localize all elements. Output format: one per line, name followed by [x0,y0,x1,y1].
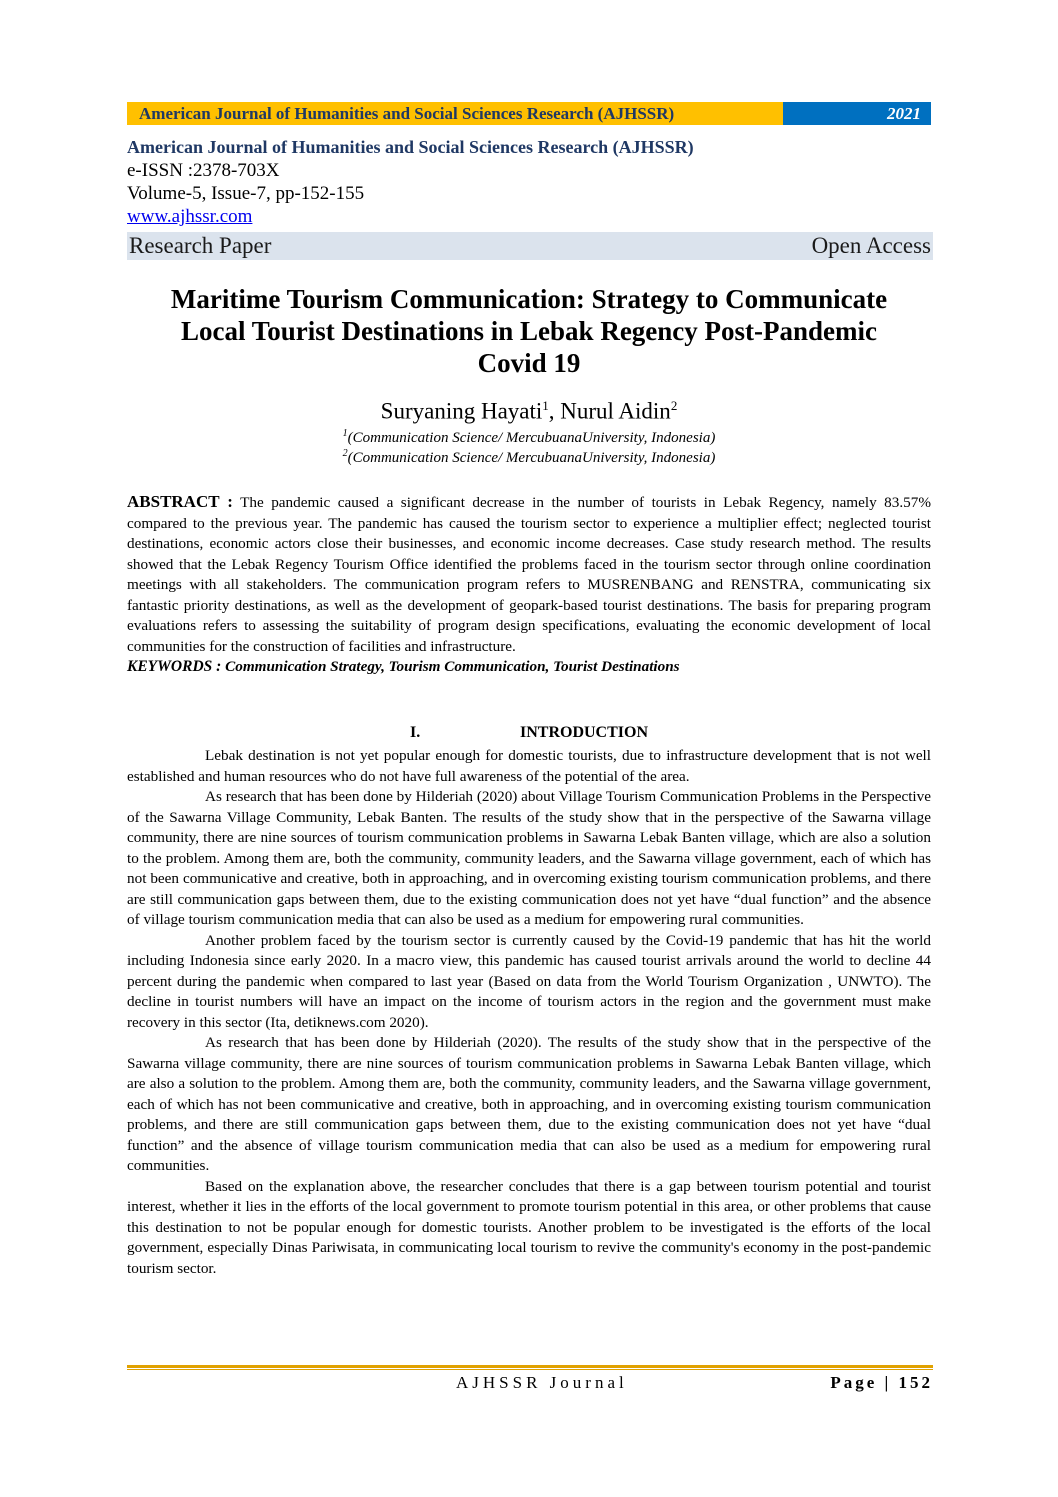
journal-name: American Journal of Humanities and Social Sciences Research (AJHSSR) [127,137,694,157]
journal-volume: Volume-5, Issue-7, pp-152-155 [127,183,365,204]
running-header-journal: American Journal of Humanities and Social Sciences Research (AJHSSR) [127,102,783,125]
section-title: INTRODUCTION [519,724,648,741]
abstract-label: ABSTRACT : [127,492,233,511]
journal-issn: e-ISSN :2378-703X [127,160,280,181]
title-line: Local Tourist Destinations in Lebak Regency Post-Pandemic [180,316,878,346]
affiliation-mark: 1 [342,428,348,439]
journal-info [127,136,931,228]
title-line: Covid 19 [477,348,581,378]
footer-rule-thin [127,1369,933,1370]
paragraph: As research that has been done by Hilderiah (2020). The results of the study show that in the perspective of the Sawarna village community, there are nine sources of tourism communication problems in Sawarna Lebak Banten village, which are also a solution to the problem. Among them are, both the community, community leaders, and the Sawarna village government, each of which has not been communicative and creative, both in approaching, and in overcoming existing tourism communication problems, and there are still communication gaps between them, due to the existing communication does not yet have “dual function” and the absence of village tourism communication media that can also be used as a medium for empowering rural communities. [127,1034,931,1174]
paragraph: Based on the explanation above, the researcher concludes that there is a gap between tourism potential and tourist interest, whether it lies in the efforts of the local government to promote tourism potential in this area, or other problems that cause this destination to not be popular enough for domestic tourists. Another problem to be investigated is the efforts of the local government, especially Dinas Pariwisata, in communicating local tourism to revive the community's economy in the post-pandemic tourism sector. [127,1177,931,1277]
footer-journal: AJHSSR Journal [456,1373,628,1392]
abstract-text: The pandemic caused a significant decrease in the number of tourists in Lebak Regency, namely 83.57% compared to the previous year. The pandemic has caused the tourism sector to experience a multiplier effect; neglected tourist destinations, economic actors close their businesses, and economic income decreases. Case study research method. The results showed that the Lebak Regency Tourism Office identified the problems faced in the tourism sector through online coordination meetings with all stakeholders. The communication program refers to MUSRENBANG and RENSTRA, communicating six fantastic priority destinations, as well as the development of geopark-based tourist destinations. The basis for preparing program evaluations refers to assessing the suitability of program design specifications, evaluating the economic development of local communities for the construction of facilities and infrastructure. [127,494,931,655]
journal-url-link[interactable]: www.ajhssr.com [127,206,253,227]
title-line: Maritime Tourism Communication: Strategy to Communicate [170,284,888,314]
author-separator: , [548,398,561,424]
section-heading [127,724,931,742]
author-name: Suryaning Hayati [380,398,543,424]
affiliation [127,448,931,467]
keywords-label: KEYWORDS : [127,658,222,675]
keywords-text: Communication Strategy, Tourism Communication, Tourist Destinations [221,658,680,675]
paragraph: Another problem faced by the tourism sector is currently caused by the Covid-19 pandemic that has hit the world including Indonesia since early 2020. In a macro view, this pandemic has caused tourist arrivals around the world to decline 44 percent during the pandemic when compared to last year (Based on data from the World Tourism Organization , UNWTO). The decline in tourist numbers will have an impact on the income of tourism actors in the region and the government must make recovery in this sector (Ita, detiknews.com 2020). [127,931,931,1031]
footer-rule [127,1365,933,1368]
author-list [127,398,931,425]
author-affiliation-mark: 2 [670,398,678,413]
affiliation-text: (Communication Science/ MercubuanaUniversity, Indonesia) [347,450,716,466]
paper-type-bar [127,232,933,260]
affiliation-mark: 2 [342,448,348,459]
paragraph: Lebak destination is not yet popular enough for domestic tourists, due to infrastructure development that is not well established and human resources who do not have full awareness of the potential of the area. [127,747,931,785]
keywords [127,657,931,678]
abstract [127,492,931,678]
running-header [127,102,931,125]
introduction-body [127,746,931,1279]
running-header-year: 2021 [783,102,931,125]
affiliation [127,428,931,447]
author-name: Nurul Aidin [560,398,671,424]
paragraph: As research that has been done by Hilderiah (2020) about Village Tourism Communication Problems in the Perspective of the Sawarna Village Community, Lebak Banten. The results of the study show that in the perspective of the Sawarna village community, there are nine sources of tourism communication problems in Sawarna Lebak Banten village, which are also a solution to the problem. Among them are, both the community, community leaders, and the Sawarna village government, each of which has not been communicative and creative, both in approaching, and in overcoming existing tourism communication problems, and there are still communication gaps between them, due to the existing communication does not yet have “dual function” and the absence of village tourism communication media that can also be used as a medium for empowering rural communities. [127,788,931,928]
section-number: I. [409,724,421,741]
footer-page-label: Page | [830,1373,899,1392]
footer-page [830,1373,933,1393]
footer-page-number: 152 [898,1373,933,1392]
paper-type-label: Research Paper [129,233,272,258]
author-affiliation-mark: 1 [542,398,549,413]
affiliation-text: (Communication Science/ MercubuanaUniversity, Indonesia) [347,430,716,446]
access-label: Open Access [811,233,931,258]
paper-title [127,283,931,379]
